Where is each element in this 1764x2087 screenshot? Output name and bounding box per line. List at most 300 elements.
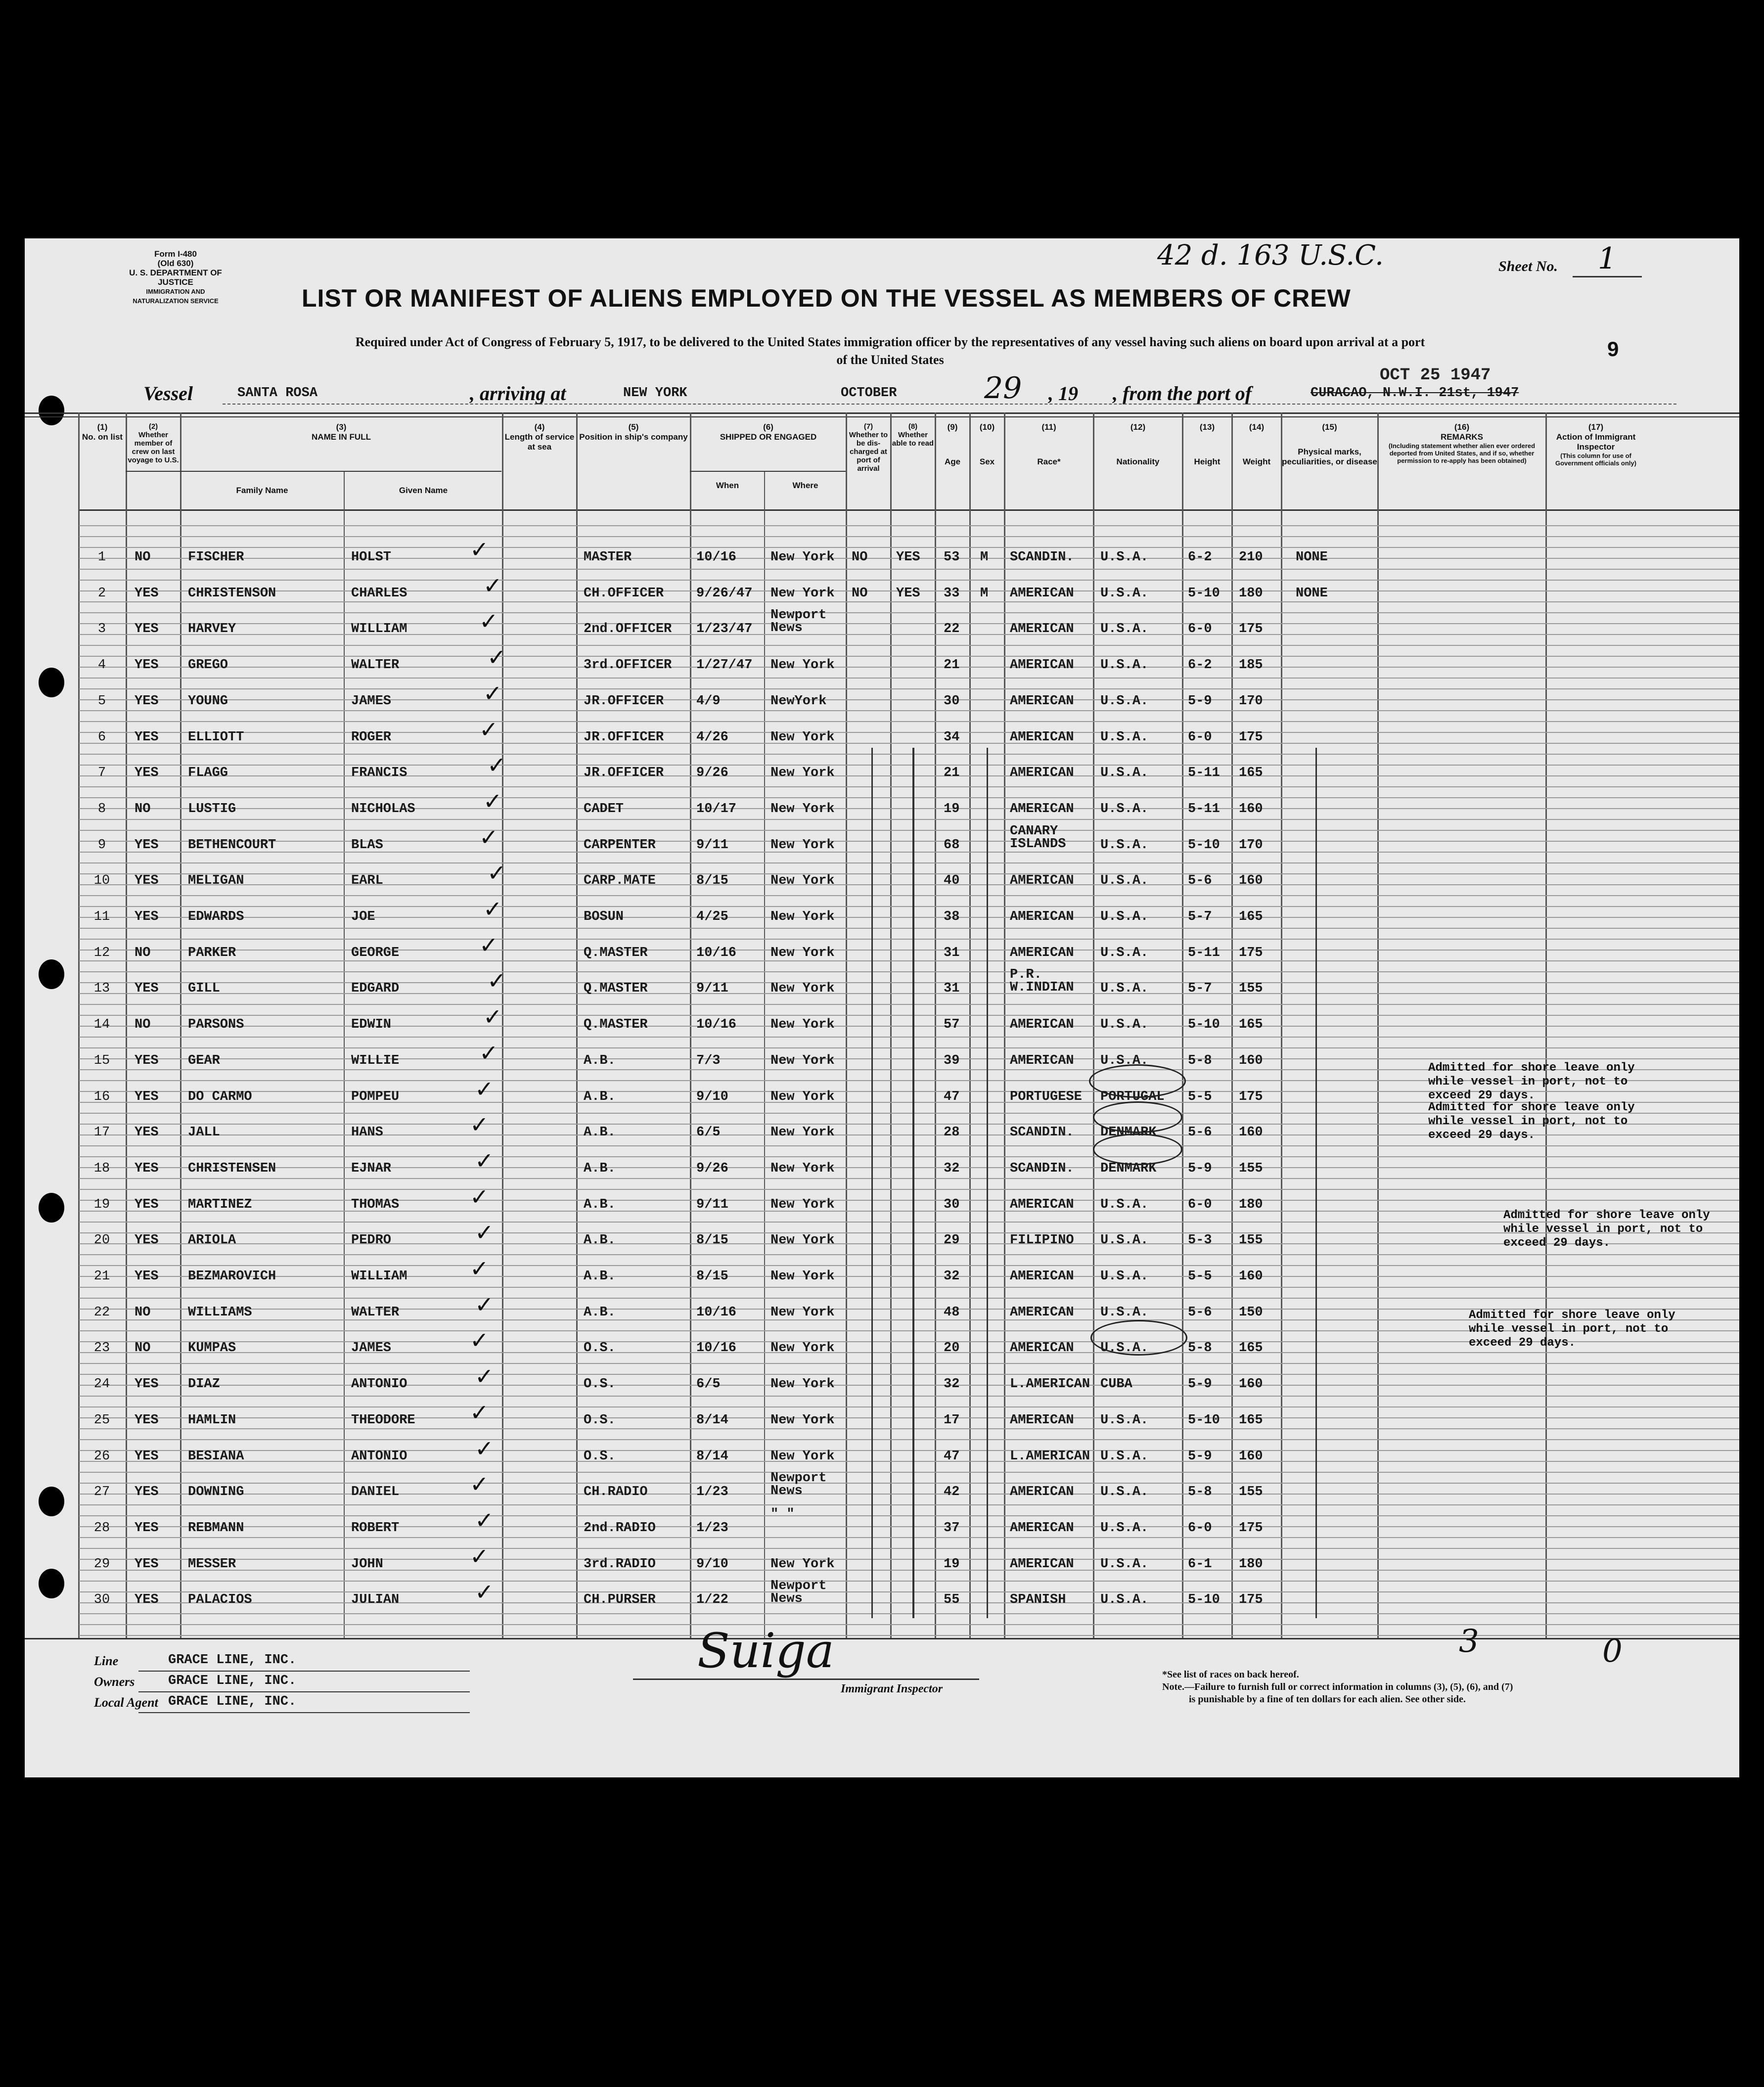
cell-height: 5-9: [1188, 693, 1212, 709]
cell-weight: 155: [1239, 981, 1263, 997]
cell-last: YES: [135, 1233, 159, 1248]
cell-when: 1/22: [696, 1592, 728, 1608]
note-races: *See list of races on back hereof.: [1162, 1669, 1299, 1680]
check-mark: ✓: [475, 1435, 494, 1462]
col-line: [890, 412, 892, 1638]
ruled-line: [79, 852, 1739, 853]
cell-when: 9/26/47: [696, 586, 753, 601]
cell-when: 8/14: [696, 1449, 728, 1464]
cell-nat: U.S.A.: [1100, 1449, 1149, 1464]
cell-family: YOUNG: [188, 693, 228, 709]
ruled-line: [79, 928, 1739, 929]
cell-position: O.S.: [584, 1341, 616, 1356]
cell-position: A.B.: [584, 1053, 616, 1068]
check-mark: ✓: [487, 752, 506, 779]
col-line: [690, 412, 691, 1638]
cell-nat: U.S.A.: [1100, 1520, 1149, 1536]
ruled-line: [79, 1548, 1739, 1549]
cell-family: BETHENCOURT: [188, 837, 276, 853]
cell-given: GEORGE: [351, 945, 400, 960]
cell-race: AMERICAN: [1010, 729, 1074, 745]
cell-age: 17: [944, 1412, 960, 1428]
cell-height: 5-10: [1188, 586, 1220, 601]
cell-where: New York: [770, 909, 835, 924]
cell-family: ELLIOTT: [188, 729, 244, 745]
cell-position: CH.PURSER: [584, 1592, 656, 1608]
cell-no: 27: [93, 1485, 110, 1500]
cell-height: 5-7: [1188, 981, 1212, 997]
ruled-line: [79, 1047, 1739, 1048]
cell-where: New York: [770, 1556, 835, 1572]
cell-where: New York: [770, 1269, 835, 1284]
cell-race: PORTUGESE: [1010, 1089, 1082, 1104]
ditto-line: [912, 748, 914, 1618]
from-port-label: , from the port of: [1113, 382, 1252, 405]
cell-height: 5-7: [1188, 909, 1212, 924]
cell-family: EDWARDS: [188, 909, 244, 924]
cell-family: HARVEY: [188, 622, 236, 637]
cell-race: SCANDIN.: [1010, 1125, 1074, 1140]
cell-nat: U.S.A.: [1100, 1197, 1149, 1212]
cell-when: 8/15: [696, 1269, 728, 1284]
ruled-line: [79, 688, 1739, 689]
cell-when: 10/16: [696, 1017, 737, 1033]
ruled-line: [79, 1037, 1739, 1038]
ruled-line: [79, 1200, 1739, 1201]
col-line: [344, 471, 345, 1638]
cell-last: YES: [135, 1053, 159, 1068]
cell-disch: NO: [852, 550, 868, 565]
cell-position: 3rd.OFFICER: [584, 658, 672, 673]
col-header-4: (4) Length of service at sea: [504, 422, 575, 452]
cell-race: L.AMERICAN: [1010, 1449, 1090, 1464]
cell-no: 23: [93, 1341, 110, 1356]
col-header-9: (9) Age: [944, 422, 961, 466]
cell-sex: M: [980, 586, 989, 601]
cell-height: 5-11: [1188, 945, 1220, 960]
col-line: [1377, 412, 1379, 1638]
cell-height: 5-10: [1188, 837, 1220, 853]
cell-last: YES: [135, 981, 159, 997]
cell-height: 5-6: [1188, 873, 1212, 889]
cell-no: 4: [97, 658, 106, 673]
cell-when: 4/26: [696, 729, 728, 745]
ruled-line: [79, 1276, 1739, 1277]
cell-where: New York: [770, 1161, 835, 1176]
cell-last: YES: [135, 837, 159, 853]
ruled-line: [79, 1526, 1739, 1527]
cell-where: New York: [770, 1089, 835, 1104]
subheader-where: Where: [792, 481, 818, 490]
cell-last: NO: [135, 945, 151, 960]
cell-race: AMERICAN: [1010, 693, 1074, 709]
ruled-line: [79, 775, 1739, 776]
cell-where: New York: [770, 1341, 835, 1356]
cell-family: KUMPAS: [188, 1341, 236, 1356]
cell-age: 37: [944, 1520, 960, 1536]
cell-no: 21: [93, 1269, 110, 1284]
col-header-3: (3) NAME IN FULL: [312, 422, 371, 442]
cell-given: EARL: [351, 873, 383, 889]
cell-age: 39: [944, 1053, 960, 1068]
cell-weight: 160: [1239, 1053, 1263, 1068]
check-mark: ✓: [475, 1147, 494, 1174]
cell-weight: 180: [1239, 1556, 1263, 1572]
cell-last: YES: [135, 622, 159, 637]
cell-nat: U.S.A.: [1100, 693, 1149, 709]
cell-family: CHRISTENSON: [188, 586, 276, 601]
cell-race: FILIPINO: [1010, 1233, 1074, 1248]
ruled-line: [79, 1156, 1739, 1157]
ruled-line: [79, 1363, 1739, 1364]
cell-family: FLAGG: [188, 766, 228, 781]
cell-age: 42: [944, 1485, 960, 1500]
cell-family: BESIANA: [188, 1449, 244, 1464]
subtitle-line-2: of the United States: [836, 353, 944, 367]
cell-last: YES: [135, 909, 159, 924]
check-mark: ✓: [487, 860, 506, 887]
cell-when: 1/23/47: [696, 622, 753, 637]
cell-position: 2nd.OFFICER: [584, 622, 672, 637]
tally-mark: 0: [1602, 1633, 1623, 1670]
punch-hole: [39, 1569, 64, 1598]
cell-weight: 165: [1239, 1412, 1263, 1428]
check-mark: ✓: [475, 1363, 494, 1390]
cell-weight: 160: [1239, 1125, 1263, 1140]
ditto-line: [1315, 748, 1317, 1618]
ruled-line: [79, 797, 1739, 798]
check-mark: ✓: [475, 1075, 494, 1102]
col-line: [1182, 412, 1183, 1638]
cell-last: NO: [135, 550, 151, 565]
check-mark: ✓: [470, 1111, 489, 1138]
cell-height: 6-0: [1188, 1520, 1212, 1536]
table-top-border: [25, 412, 1739, 414]
cell-weight: 175: [1239, 729, 1263, 745]
cell-given: THEODORE: [351, 1412, 415, 1428]
cell-when: 8/14: [696, 1412, 728, 1428]
cell-weight: 180: [1239, 1197, 1263, 1212]
line-label: Line: [94, 1654, 119, 1668]
ruled-line: [79, 884, 1739, 885]
check-mark: ✓: [470, 1183, 489, 1210]
cell-where: New York: [770, 873, 835, 889]
cell-nat: CUBA: [1100, 1377, 1132, 1392]
subtitle-line-1: Required under Act of Congress of February 5, 1917, to be delivered to the United States immigration officer by the representatives of any vessel having such aliens on board upon arrival at a port: [355, 335, 1425, 349]
cell-nat: U.S.A.: [1100, 981, 1149, 997]
ruled-line: [79, 841, 1739, 842]
ruled-line: [79, 536, 1739, 537]
footer-notes: [1162, 1669, 1513, 1706]
cell-height: 5-3: [1188, 1233, 1212, 1248]
cell-race: AMERICAN: [1010, 766, 1074, 781]
cell-where: Newport News: [770, 1471, 827, 1499]
check-mark: ✓: [470, 1399, 489, 1426]
ruled-line: [79, 645, 1739, 646]
cell-no: 19: [93, 1197, 110, 1212]
cell-no: 12: [93, 945, 110, 960]
cell-where: New York: [770, 1377, 835, 1392]
cell-where: New York: [770, 1305, 835, 1320]
check-mark: ✓: [483, 572, 502, 599]
cell-last: YES: [135, 1377, 159, 1392]
cell-weight: 170: [1239, 693, 1263, 709]
cell-weight: 175: [1239, 945, 1263, 960]
cell-given: WALTER: [351, 1305, 400, 1320]
remark-row-20: Admitted for shore leave only while vessel in port, not to exceed 29 days.: [1503, 1209, 1710, 1250]
cell-race: AMERICAN: [1010, 945, 1074, 960]
cell-nat: U.S.A.: [1100, 658, 1149, 673]
cell-no: 2: [97, 586, 106, 601]
cell-position: BOSUN: [584, 909, 624, 924]
cell-last: YES: [135, 1520, 159, 1536]
col-header-12: (12) Nationality: [1116, 422, 1160, 466]
cell-position: Q.MASTER: [584, 981, 648, 997]
cell-given: JOHN: [351, 1556, 383, 1572]
ruled-line: [79, 1581, 1739, 1582]
footer-company-block: [94, 1651, 470, 1713]
cell-race: AMERICAN: [1010, 1341, 1074, 1356]
cell-family: DIAZ: [188, 1377, 220, 1392]
cell-no: 3: [97, 622, 106, 637]
cell-where: " ": [770, 1506, 795, 1522]
col-line: [1231, 412, 1233, 1638]
ruled-line: [79, 1624, 1739, 1625]
cell-height: 6-0: [1188, 622, 1212, 637]
cell-no: 11: [93, 909, 110, 924]
ruled-line: [79, 612, 1739, 613]
cell-no: 26: [93, 1449, 110, 1464]
cell-age: 19: [944, 801, 960, 817]
ruled-line: [79, 743, 1739, 744]
cell-race: SCANDIN.: [1010, 550, 1074, 565]
cell-when: 9/26: [696, 1161, 728, 1176]
cell-family: JALL: [188, 1125, 220, 1140]
cell-family: HAMLIN: [188, 1412, 236, 1428]
cell-position: CH.OFFICER: [584, 586, 664, 601]
name-subheader-line: [126, 471, 501, 472]
ruled-line: [79, 786, 1739, 787]
corner-number: 9: [1607, 337, 1619, 361]
cell-when: 10/16: [696, 1341, 737, 1356]
cell-weight: 210: [1239, 550, 1263, 565]
ruled-line: [79, 710, 1739, 711]
cell-no: 17: [93, 1125, 110, 1140]
check-mark: ✓: [479, 823, 498, 851]
cell-given: PEDRO: [351, 1233, 392, 1248]
page-title: LIST OR MANIFEST OF ALIENS EMPLOYED ON THE VESSEL AS MEMBERS OF CREW: [302, 284, 1351, 312]
vessel-name: SANTA ROSA: [237, 386, 318, 401]
remark-row-24: Admitted for shore leave only while vessel in port, not to exceed 29 days.: [1469, 1309, 1675, 1350]
cell-family: CHRISTENSEN: [188, 1161, 276, 1176]
shipped-subheader-line: [690, 471, 846, 472]
check-mark: ✓: [470, 536, 489, 563]
ruled-line: [79, 1396, 1739, 1397]
cell-position: A.B.: [584, 1161, 616, 1176]
cell-age: 38: [944, 909, 960, 924]
ruled-line: [79, 634, 1739, 635]
cell-weight: 160: [1239, 801, 1263, 817]
cell-no: 1: [97, 550, 106, 565]
cell-nat: U.S.A.: [1100, 909, 1149, 924]
cell-position: A.B.: [584, 1305, 616, 1320]
ruled-line: [79, 873, 1739, 874]
cell-height: 5-10: [1188, 1592, 1220, 1608]
ruled-line: [79, 1613, 1739, 1614]
ruled-line: [79, 1352, 1739, 1353]
cell-when: 10/17: [696, 801, 737, 817]
ruled-line: [79, 1254, 1739, 1255]
cell-age: 31: [944, 981, 960, 997]
cell-position: O.S.: [584, 1412, 616, 1428]
cell-given: DANIEL: [351, 1485, 400, 1500]
signature-line: [633, 1679, 979, 1680]
cell-last: YES: [135, 1197, 159, 1212]
cell-nat: U.S.A.: [1100, 1053, 1149, 1068]
cell-family: DO CARMO: [188, 1089, 252, 1104]
cell-race: AMERICAN: [1010, 909, 1074, 924]
cell-family: WILLIAMS: [188, 1305, 252, 1320]
cell-weight: 175: [1239, 1089, 1263, 1104]
cell-weight: 175: [1239, 622, 1263, 637]
owners-value: GRACE LINE, INC.: [168, 1674, 297, 1688]
cell-no: 30: [93, 1592, 110, 1608]
cell-last: YES: [135, 1556, 159, 1572]
cell-age: 57: [944, 1017, 960, 1033]
ruled-line: [79, 623, 1739, 624]
ruled-line: [79, 580, 1739, 581]
col-line: [969, 412, 971, 1638]
cell-height: 5-9: [1188, 1449, 1212, 1464]
col-header-14: (14) Weight: [1242, 422, 1271, 466]
cell-last: YES: [135, 1125, 159, 1140]
tally-mark: 3: [1459, 1623, 1479, 1660]
sheet-number-value: 1: [1573, 241, 1642, 277]
arriving-label: , arriving at: [470, 382, 566, 405]
cell-given: NICHOLAS: [351, 801, 415, 817]
ruled-line: [79, 982, 1739, 983]
check-mark: ✓: [470, 1471, 489, 1498]
cell-given: POMPEU: [351, 1089, 400, 1104]
form-service: IMMIGRATION AND NATURALIZATION SERVICE: [133, 288, 219, 305]
ruled-line: [79, 993, 1739, 994]
ruled-line: [79, 547, 1739, 548]
cell-nat: PORTUGAL: [1100, 1089, 1165, 1104]
nationality-circle: [1093, 1134, 1182, 1165]
ruled-line: [79, 1243, 1739, 1244]
cell-height: 5-5: [1188, 1089, 1212, 1104]
cell-family: REBMANN: [188, 1520, 244, 1536]
cell-nat: U.S.A.: [1100, 729, 1149, 745]
cell-no: 28: [93, 1520, 110, 1536]
ruled-line: [79, 1439, 1739, 1440]
cell-last: YES: [135, 873, 159, 889]
cell-age: 53: [944, 550, 960, 565]
ruled-line: [79, 906, 1739, 907]
cell-read: YES: [896, 550, 920, 565]
year-label: , 19: [1048, 382, 1078, 405]
cell-weight: 160: [1239, 1449, 1263, 1464]
check-mark: ✓: [479, 716, 498, 743]
cell-no: 16: [93, 1089, 110, 1104]
col-header-2: (2) Whether member of crew on last voyage to U.S.: [128, 422, 179, 464]
ruled-line: [79, 601, 1739, 602]
cell-last: NO: [135, 801, 151, 817]
check-mark: ✓: [475, 1219, 494, 1246]
agent-label: Local Agent: [94, 1695, 158, 1710]
cell-where: New York: [770, 658, 835, 673]
cell-height: 5-6: [1188, 1125, 1212, 1140]
cell-no: 13: [93, 981, 110, 997]
ruled-line: [79, 667, 1739, 668]
cell-last: NO: [135, 1305, 151, 1320]
check-mark: ✓: [483, 1003, 502, 1031]
ruled-line: [79, 1428, 1739, 1429]
table-bottom-border: [25, 1638, 1739, 1639]
ruled-line: [79, 1026, 1739, 1027]
cell-no: 14: [93, 1017, 110, 1033]
cell-age: 48: [944, 1305, 960, 1320]
cell-last: YES: [135, 693, 159, 709]
check-mark: ✓: [483, 680, 502, 707]
cell-weight: 160: [1239, 1269, 1263, 1284]
nationality-circle: [1093, 1101, 1182, 1133]
cell-position: A.B.: [584, 1197, 616, 1212]
header-bottom-border: [79, 509, 1739, 511]
cell-nat: U.S.A.: [1100, 622, 1149, 637]
cell-given: WILLIAM: [351, 1269, 407, 1284]
cell-where: New York: [770, 1017, 835, 1033]
cell-height: 5-11: [1188, 801, 1220, 817]
cell-when: 7/3: [696, 1053, 721, 1068]
col-header-6: (6) SHIPPED OR ENGAGED: [720, 422, 817, 442]
cell-last: YES: [135, 1089, 159, 1104]
ditto-line: [987, 748, 988, 1618]
punch-hole: [39, 1193, 64, 1223]
ruled-line: [79, 765, 1739, 766]
cell-no: 7: [97, 766, 106, 781]
ruled-line: [79, 1058, 1739, 1059]
cell-weight: 160: [1239, 873, 1263, 889]
cell-last: YES: [135, 1485, 159, 1500]
cell-given: JAMES: [351, 1341, 392, 1356]
cell-position: JR.OFFICER: [584, 693, 664, 709]
cell-where: Newport News: [770, 1579, 827, 1607]
cell-when: 1/27/47: [696, 658, 753, 673]
cell-race: AMERICAN: [1010, 1485, 1074, 1500]
cell-given: WILLIE: [351, 1053, 400, 1068]
cell-no: 24: [93, 1377, 110, 1392]
cell-where: New York: [770, 1412, 835, 1428]
ruled-line: [79, 960, 1739, 961]
cell-age: 34: [944, 729, 960, 745]
ditto-line: [871, 748, 873, 1618]
cell-position: JR.OFFICER: [584, 729, 664, 745]
cell-age: 40: [944, 873, 960, 889]
handwritten-reference: 42 d. 163 U.S.C.: [1157, 239, 1384, 272]
cell-race: P.R. W.INDIAN: [1010, 967, 1074, 996]
cell-position: CARP.MATE: [584, 873, 656, 889]
cell-last: NO: [135, 1017, 151, 1033]
cell-position: CH.RADIO: [584, 1485, 648, 1500]
check-mark: ✓: [487, 967, 506, 995]
cell-when: 6/5: [696, 1377, 721, 1392]
cell-given: JOE: [351, 909, 375, 924]
cell-given: HANS: [351, 1125, 383, 1140]
ruled-line: [79, 1374, 1739, 1375]
cell-where: New York: [770, 1053, 835, 1068]
cell-position: JR.OFFICER: [584, 766, 664, 781]
